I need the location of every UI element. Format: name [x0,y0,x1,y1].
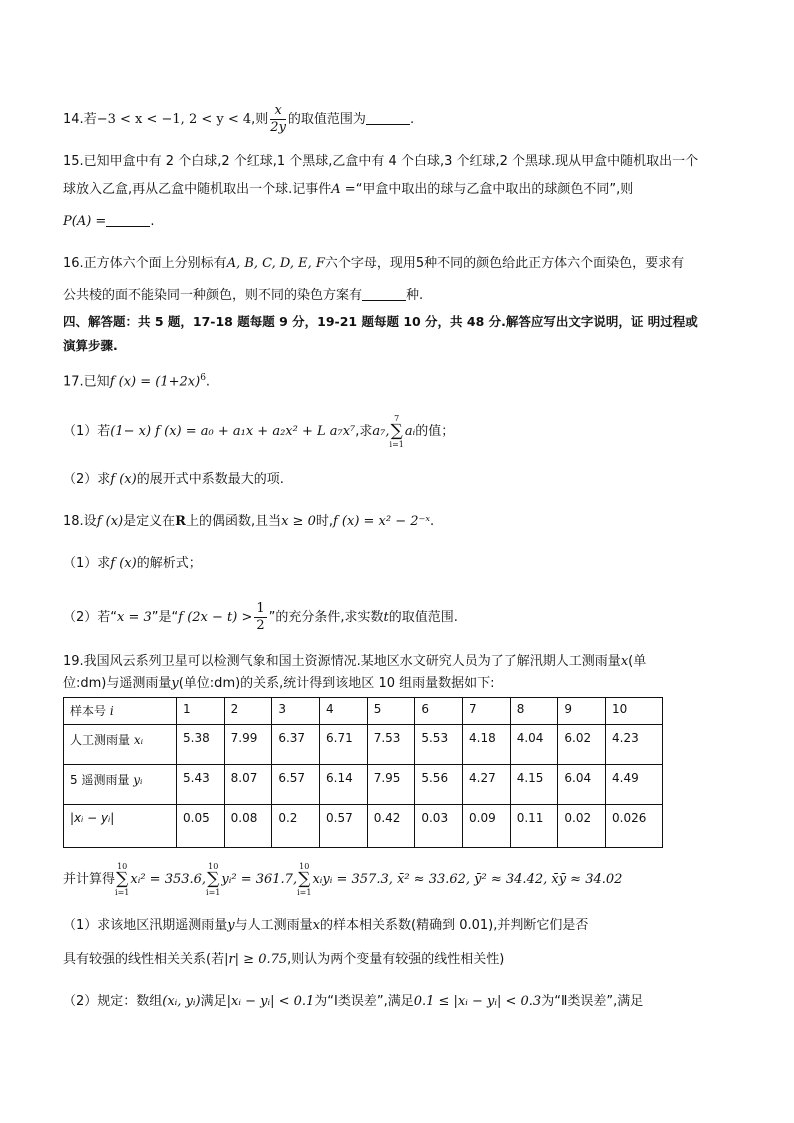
q16-letters: A, B, C, D, E, F [226,256,325,271]
table-header-cell: 4 [320,698,368,725]
q17-part-2 [63,470,284,490]
q18-stem-fx: f (x) [96,514,124,529]
q19-p2-mid1: 满足 [200,994,227,1009]
q16-line-1 [63,254,684,274]
sigma-icon: ∑ [116,869,129,889]
q17-stem-pre: 17.已知 [63,374,110,390]
q15-event: A = [331,182,356,197]
q14-condition: −3 < x < −1, 2 < y < 4 [96,112,252,127]
q19-sum-1-top: 10 [117,862,128,871]
table-cell: 7.95 [367,765,415,805]
q19-sum-3 [297,862,311,897]
section-4-heading-line-1: 四、解答题：共 5 题，17-18 题每题 9 分，19-21 题每题 10 分，共 48 分.解答应写出文字说明，证 明过程或 [63,314,698,329]
sigma-icon: ∑ [298,869,311,889]
table-cell: 4.15 [510,765,558,805]
q17-part-1 [63,414,454,449]
q18-p2-post: 的取值范围. [388,610,458,625]
q18-p2-fraction [254,601,266,634]
table-cell: 4.23 [606,725,663,765]
table-header-cell: 2 [224,698,272,725]
q15-line-2 [63,180,633,200]
q14-end: . [409,112,415,127]
q17-sum-sign [390,414,404,449]
table-cell: 0.03 [415,805,463,848]
table-cell: 5.38 [177,725,225,765]
q17-p1-post: 的值； [415,424,455,439]
q19-line-2 [63,674,495,694]
q18-stem-cond: x ≥ 0 [281,514,316,529]
q19-part-1-line-2 [63,950,504,970]
table-header-row [64,698,663,725]
table-cell: 6.14 [320,765,368,805]
q19-calc-line [63,862,622,898]
table-cell: 0.57 [320,805,368,848]
table-cell: 0.42 [367,805,415,848]
q18-p2-expr: f (2x − t) > [178,610,253,625]
q15-line-2-post: “甲盒中取出的球与乙盒中取出的球颜色不同”,则 [355,182,634,197]
q18-stem-mid3: 时, [315,514,333,529]
q16-line-1-post: 六个字母，现用5种不同的颜色给此正方体六个面染色，要求有 [324,256,685,271]
table-row-manual [64,725,663,765]
table-row-remote [64,765,663,805]
q18-p2-t: t [383,610,389,625]
q15-prob-expr: P(A) = [63,214,107,229]
table-header-label [64,698,177,725]
q19-p1-l1-post: 的样本相关系数(精确到 0.01),并判断它们是否 [320,918,589,933]
q17-p2-pre: （2）求 [63,472,111,487]
sample-no-var: i [109,704,114,718]
q16-line-2-pre: 公共棱的面不能染同一种颜色，则不同的染色方案有 [63,288,363,303]
q16-line-2 [63,286,423,306]
q18-p1-fx: f (x) [110,556,137,571]
q19-p1-y: y [227,918,235,933]
q17-p2-post: 的展开式中系数最大的项. [136,472,284,487]
q19-line-1-post: (单 [628,654,647,669]
sigma-icon: ∑ [207,869,220,889]
q15-answer-blank [106,212,150,227]
q19-p2-pre: （2）规定：数组 [63,994,163,1009]
q19-p1-l2-cond: |r| ≥ 0.75 [224,952,288,967]
table-cell: 6.57 [272,765,320,805]
table-cell: 6.37 [272,725,320,765]
table-cell: 0.09 [463,805,511,848]
table-cell: 7.99 [224,725,272,765]
q16-line-1-pre: 16.正方体六个面上分别标有 [63,256,227,271]
table-cell: 0.2 [272,805,320,848]
table-cell: 0.02 [558,805,606,848]
table-cell: 4.27 [463,765,511,805]
q19-p2-cond1: |xᵢ − yᵢ| < 0.1 [226,994,315,1009]
q19-sum-2-top: 10 [208,862,219,871]
q17-stem [63,368,210,392]
table-header-cell: 3 [272,698,320,725]
q18-stem-mid: 是定义在 [123,514,176,529]
row-manual-label [64,725,177,765]
q14-frac-num: x [270,103,286,120]
section-4-heading-line-2: 演算步骤. [63,338,118,353]
q15-end: . [150,214,155,229]
q14-frac-den: 2y [270,120,286,135]
table-cell: 8.07 [224,765,272,805]
q19-line-2-pre: 位:dm)与遥测雨量 [63,676,172,691]
table-cell: 0.026 [606,805,663,848]
q19-sum-3-top: 10 [299,862,310,871]
q19-p2-mid3: 为“Ⅱ类误差”,满足 [541,994,644,1009]
q18-p2-mid2: ”的充分条件,求实数 [268,610,384,625]
q18-p1-pre: （1）求 [63,556,111,571]
q18-part-1 [63,554,202,574]
q19-line-2-y: y [171,676,179,691]
table-cell: 6.02 [558,725,606,765]
q16-line-2-post: 种. [406,288,424,303]
q18-stem [63,512,434,532]
q15-line-2-pre: 球放入乙盒,再从乙盒中随机取出一个球.记事件 [63,182,332,197]
q19-p1-l2-post: ,则认为两个变量有较强的线性相关性) [287,952,505,967]
q19-p2-mid2: 为“Ⅰ类误差”,满足 [314,994,414,1009]
q19-line-2-post: (单位:dm)的关系,统计得到该地区 10 组雨量数据如下: [178,676,495,691]
table-header-cell: 9 [558,698,606,725]
table-cell: 0.05 [177,805,225,848]
table-cell: 5.53 [415,725,463,765]
q19-calc-pre: 并计算得 [63,872,116,887]
table-cell: 4.18 [463,725,511,765]
q19-part-2-line [63,992,643,1012]
remote-label-var: yᵢ [133,773,143,787]
table-header-cell: 1 [177,698,225,725]
manual-label-text: 人工测雨量 [70,733,131,747]
q17-p1-expr: (1− x) f (x) = a₀ + a₁x + a₂x² + L a₇x⁷ [110,424,356,439]
q19-part-1-line-1 [63,916,588,936]
q18-stem-mid2: 上的偶函数,且当 [185,514,282,529]
q19-sum-1-bottom: i=1 [115,888,130,897]
q19-p1-x: x [312,918,320,933]
q19-p1-l1-pre: （1）求该地区汛期遥测雨量 [63,918,228,933]
q18-p1-post: 的解析式； [136,556,202,571]
q14-post: 的取值范围为 [287,112,366,127]
q18-stem-def: f (x) = x² − 2⁻ˣ [332,514,431,529]
q14-answer-blank [366,110,410,125]
q17-p2-expr: f (x) [110,472,137,487]
q19-sum-2-bottom: i=1 [206,888,221,897]
q14-line [63,100,414,140]
table-cell: 0.08 [224,805,272,848]
table-cell: 4.04 [510,725,558,765]
row-difference-label: |xᵢ − yᵢ| [64,805,177,848]
q17-p1-ai: aᵢ [404,424,416,439]
q17-p1-pre: （1）若 [63,424,111,439]
table-cell: 0.11 [510,805,558,848]
table-header-cell: 7 [463,698,511,725]
table-header-cell: 10 [606,698,663,725]
q17-stem-exponent: 6 [200,373,206,383]
q19-calc-3: xᵢyᵢ = 357.3, x̄² ≈ 33.62, ȳ² ≈ 34.42, x̄ȳ ≈ 34.02 [312,872,623,887]
q19-p2-pair: (xᵢ, yᵢ) [162,994,201,1009]
rainfall-data-table [63,697,663,848]
table-cell: 6.04 [558,765,606,805]
q17-sum-top: 7 [394,414,400,423]
q19-p1-l1-mid: 与人工测雨量 [234,918,313,933]
manual-label-var: xᵢ [133,733,144,747]
q15-line-3 [63,212,154,232]
q18-stem-end: . [430,514,435,529]
q17-p1-mid: ,求 [355,424,373,439]
q14-fraction [270,103,286,136]
q18-stem-pre: 18.设 [63,514,97,529]
table-header-cell: 6 [415,698,463,725]
q14-number: 14. [63,112,84,127]
sample-no-label: 样本号 [70,704,107,718]
remote-label-text: 5 遥测雨量 [70,773,130,787]
q14-pre: 若 [83,112,97,127]
q18-p2-x3: x = 3 [117,610,152,625]
table-header-cell: 5 [367,698,415,725]
table-cell: 5.43 [177,765,225,805]
q19-p2-cond2: 0.1 ≤ |xᵢ − yᵢ| < 0.3 [413,994,542,1009]
q17-stem-end: . [205,374,211,390]
q19-calc-1: xᵢ² = 353.6, [130,872,207,887]
q19-sum-2 [206,862,220,897]
table-cell: 4.49 [606,765,663,805]
q17-stem-expr: f (x) = (1+2x) [109,374,201,390]
q17-sum-bottom: i=1 [389,440,404,449]
q19-line-1 [63,652,646,672]
q19-line-1-x: x [620,654,629,669]
q19-line-1-pre: 19.我国风云系列卫星可以检测气象和国土资源情况.某地区水文研究人员为了了解汛期人工测雨量 [63,654,621,669]
sigma-icon: ∑ [390,421,403,441]
q18-p2-pre: （2）若“ [63,610,118,625]
q18-stem-R: R [175,514,186,529]
table-cell: 7.53 [367,725,415,765]
table-header-cell: 8 [510,698,558,725]
q18-p2-frac-num: 1 [256,601,265,616]
q19-p1-l2-pre: 具有较强的线性相关关系(若 [63,952,225,967]
q19-calc-2: yᵢ² = 361.7, [221,872,298,887]
table-cell: 5.56 [415,765,463,805]
table-row-difference [64,805,663,848]
q15-line-1: 15.已知甲盒中有 2 个白球,2 个红球,1 个黑球,乙盒中有 4 个白球,3 个红球,2 个黑球.现从甲盒中随机取出一个 [63,154,699,169]
q19-sum-1 [115,862,129,897]
q18-p2-mid: ”是“ [151,610,179,625]
q18-part-2 [63,600,458,636]
q18-p2-frac-den: 2 [256,618,265,633]
q17-p1-a7: a₇, [372,424,390,439]
q16-answer-blank [362,286,406,301]
q14-then: ,则 [251,112,269,127]
q19-sum-3-bottom: i=1 [297,888,312,897]
table-cell: 6.71 [320,725,368,765]
row-remote-label [64,765,177,805]
